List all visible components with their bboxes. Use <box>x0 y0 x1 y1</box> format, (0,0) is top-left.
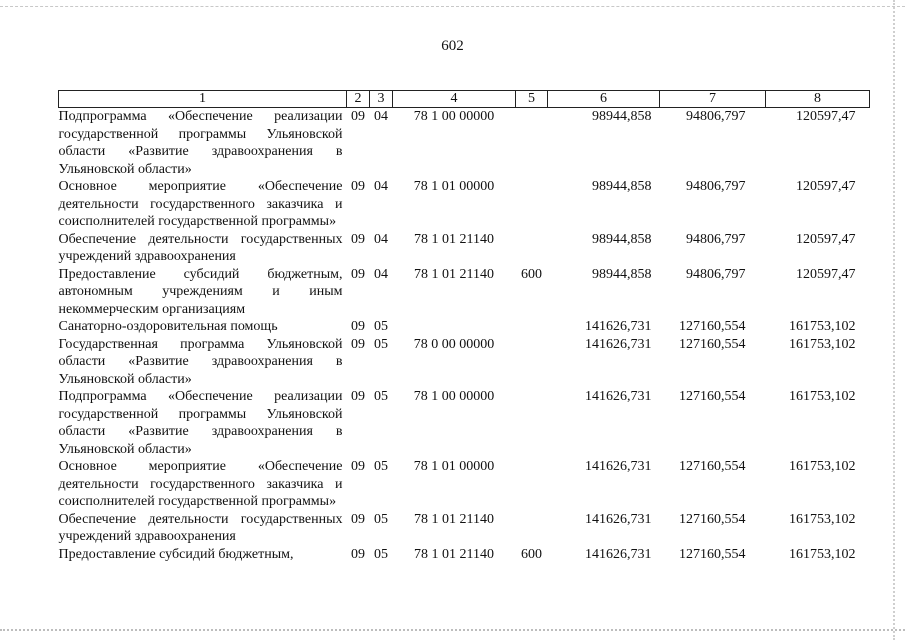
column-header-8: 8 <box>766 91 870 108</box>
row-name-cell: Санаторно-оздоровительная помощь <box>58 319 278 334</box>
column-header-6: 6 <box>548 91 660 108</box>
table-row <box>59 108 870 179</box>
row-amount-col7-cell: 127160,554 <box>679 546 746 562</box>
row-amount-col6-cell: 98944,858 <box>592 179 652 194</box>
row-amount-col6-cell: 141626,731 <box>585 389 652 404</box>
row-subsection-cell: 05 <box>374 319 388 334</box>
column-header-7: 7 <box>660 91 766 108</box>
page-number: 602 <box>441 38 464 54</box>
row-section-cell: 09 <box>351 319 365 334</box>
row-amount-col8-cell: 161753,102 <box>789 336 856 352</box>
row-name-cell: Обеспечение деятельности государственных учреждений здравоохранения <box>58 511 343 544</box>
row-subsection-cell: 04 <box>374 179 388 194</box>
row-subsection-cell: 05 <box>374 389 388 404</box>
row-name-cell: Предоставление субсидий бюджетным, <box>58 546 294 562</box>
row-target-article-cell: 78 0 00 00000 <box>413 336 495 352</box>
row-amount-col7-cell: 127160,554 <box>679 319 746 334</box>
row-target-article-cell: 78 1 01 21140 <box>414 511 494 527</box>
row-expense-type-cell <box>516 178 548 231</box>
row-amount-col6-cell: 141626,731 <box>585 336 652 352</box>
row-section-cell: 09 <box>351 389 365 404</box>
row-expense-type-cell <box>516 318 548 336</box>
row-target-article-cell: 78 1 01 00000 <box>413 179 495 194</box>
row-amount-col8-cell: 161753,102 <box>789 546 856 562</box>
column-header-5: 5 <box>516 91 548 108</box>
table-row <box>59 231 870 266</box>
row-expense-type-cell <box>516 511 548 546</box>
row-target-article-cell <box>393 318 516 336</box>
row-expense-type-cell <box>516 108 548 179</box>
table-row <box>59 336 870 389</box>
row-section-cell: 09 <box>351 336 365 352</box>
row-expense-type-cell <box>516 388 548 458</box>
row-amount-col8-cell: 120597,47 <box>796 109 856 124</box>
row-name-cell: Основное мероприятие «Обеспечение деятельности государственного заказчика и соисполнителей государственной программы» <box>58 459 343 509</box>
table-row <box>59 546 870 564</box>
row-amount-col8-cell: 161753,102 <box>789 319 856 334</box>
row-target-article-cell: 78 1 00 00000 <box>413 109 495 124</box>
row-subsection-cell: 05 <box>374 459 388 474</box>
row-subsection-cell: 04 <box>374 231 388 247</box>
row-amount-col8-cell: 120597,47 <box>796 179 856 194</box>
row-name-cell: Государственная программа Ульяновской области «Развитие здравоохранения в Ульяновской области» <box>58 336 343 387</box>
row-target-article-cell: 78 1 01 21140 <box>414 546 494 562</box>
row-section-cell: 09 <box>351 459 365 474</box>
row-subsection-cell: 04 <box>374 266 388 282</box>
row-amount-col7-cell: 94806,797 <box>686 231 746 247</box>
row-amount-col6-cell: 141626,731 <box>585 459 652 474</box>
row-subsection-cell: 04 <box>374 109 388 124</box>
row-subsection-cell: 05 <box>374 546 388 562</box>
row-name-cell: Подпрограмма «Обеспечение реализации государственной программы Ульяновской области «Развитие здравоохранения в Ульяновской области» <box>58 109 343 177</box>
column-header-1: 1 <box>59 91 347 108</box>
row-amount-col7-cell: 127160,554 <box>679 389 746 404</box>
row-target-article-cell: 78 1 00 00000 <box>413 389 495 404</box>
table-row <box>59 388 870 458</box>
row-section-cell: 09 <box>351 266 365 282</box>
row-expense-type-cell <box>516 336 548 389</box>
row-amount-col8-cell: 161753,102 <box>789 511 856 527</box>
row-amount-col7-cell: 127160,554 <box>679 459 746 474</box>
row-amount-col8-cell: 120597,47 <box>796 231 856 247</box>
row-expense-type-cell <box>516 231 548 266</box>
row-amount-col7-cell: 94806,797 <box>686 266 746 282</box>
row-expense-type-cell <box>516 458 548 511</box>
row-name-cell: Предоставление субсидий бюджетным, автономным учреждениям и иным некоммерческим организациям <box>58 266 343 317</box>
row-amount-col6-cell: 98944,858 <box>592 266 652 282</box>
row-expense-type-cell: 600 <box>521 546 542 562</box>
table-row <box>59 458 870 511</box>
scan-edge-right <box>893 0 895 640</box>
row-target-article-cell: 78 1 01 21140 <box>414 231 494 247</box>
row-section-cell: 09 <box>351 546 365 562</box>
row-subsection-cell: 05 <box>374 511 388 527</box>
row-amount-col7-cell: 127160,554 <box>679 336 746 352</box>
budget-table <box>58 90 870 563</box>
row-section-cell: 09 <box>351 179 365 194</box>
row-amount-col6-cell: 98944,858 <box>592 231 652 247</box>
row-amount-col6-cell: 141626,731 <box>585 546 652 562</box>
table-row <box>59 511 870 546</box>
column-header-3: 3 <box>370 91 393 108</box>
column-number-header <box>59 91 870 108</box>
column-header-2: 2 <box>347 91 370 108</box>
row-amount-col7-cell: 94806,797 <box>686 179 746 194</box>
row-amount-col7-cell: 127160,554 <box>679 511 746 527</box>
row-amount-col6-cell: 141626,731 <box>585 319 652 334</box>
row-subsection-cell: 05 <box>374 336 388 352</box>
scan-edge-top <box>0 6 905 7</box>
table-row <box>59 266 870 319</box>
row-name-cell: Подпрограмма «Обеспечение реализации государственной программы Ульяновской области «Развитие здравоохранения в Ульяновской области» <box>58 389 343 457</box>
row-amount-col6-cell: 98944,858 <box>592 109 652 124</box>
table-row <box>59 318 870 336</box>
row-section-cell: 09 <box>351 109 365 124</box>
row-amount-col7-cell: 94806,797 <box>686 109 746 124</box>
row-name-cell: Основное мероприятие «Обеспечение деятельности государственного заказчика и соисполнителей государственной программы» <box>58 179 343 229</box>
row-expense-type-cell: 600 <box>521 266 542 282</box>
table-body <box>59 108 870 564</box>
row-amount-col6-cell: 141626,731 <box>585 511 652 527</box>
row-amount-col8-cell: 161753,102 <box>789 389 856 404</box>
row-name-cell: Обеспечение деятельности государственных учреждений здравоохранения <box>58 231 343 264</box>
row-amount-col8-cell: 161753,102 <box>789 459 856 474</box>
row-amount-col8-cell: 120597,47 <box>796 266 856 282</box>
row-target-article-cell: 78 1 01 00000 <box>413 459 495 474</box>
row-section-cell: 09 <box>351 511 365 527</box>
scan-edge-bottom <box>0 629 905 631</box>
row-section-cell: 09 <box>351 231 365 247</box>
table-row <box>59 178 870 231</box>
column-header-4: 4 <box>393 91 516 108</box>
row-target-article-cell: 78 1 01 21140 <box>414 266 494 282</box>
